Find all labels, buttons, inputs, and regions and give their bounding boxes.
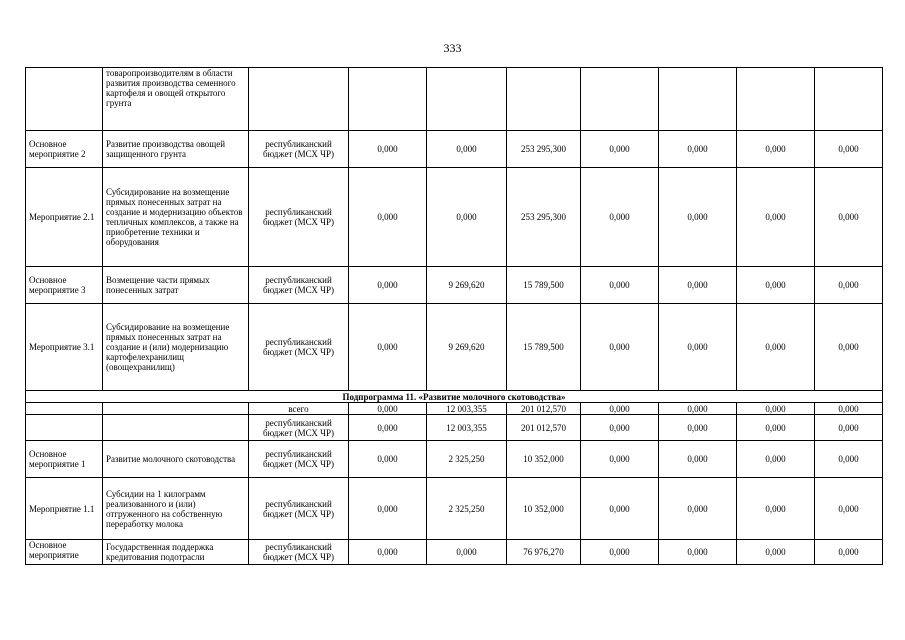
activity-title: Субсидирование на возмещение прямых понесенных затрат на создание и модернизацию объектов тепличных комплексов, а также на приобретение техники и оборудования xyxy=(103,168,249,267)
amount-cell: 0,000 xyxy=(349,441,427,478)
amount-cell: 0,000 xyxy=(581,478,659,540)
amount-cell: 0,000 xyxy=(737,131,815,168)
budget-table xyxy=(25,67,883,565)
amount-cell: 0,000 xyxy=(581,168,659,267)
funding-source: республиканский бюджет (МСХ ЧР) xyxy=(249,131,349,168)
table-row xyxy=(26,131,883,168)
amount-cell: 0,000 xyxy=(427,131,507,168)
funding-source: республиканский бюджет (МСХ ЧР) xyxy=(249,304,349,391)
amount-cell xyxy=(581,68,659,131)
amount-cell: 9 269,620 xyxy=(427,304,507,391)
activity-title: Развитие молочного скотоводства xyxy=(103,441,249,478)
amount-cell: 0,000 xyxy=(581,403,659,415)
amount-cell: 0,000 xyxy=(737,168,815,267)
activity-code: Основное мероприятие 3 xyxy=(26,267,103,304)
activity-title: Развитие производства овощей защищенного грунта xyxy=(103,131,249,168)
activity-title: Государственная поддержка кредитования подотрасли xyxy=(103,540,249,565)
amount-cell: 0,000 xyxy=(581,540,659,565)
activity-code xyxy=(26,403,103,415)
amount-cell: 0,000 xyxy=(581,415,659,441)
amount-cell: 201 012,570 xyxy=(507,403,581,415)
amount-cell xyxy=(507,68,581,131)
table-row xyxy=(26,168,883,267)
funding-source: республиканский бюджет (МСХ ЧР) xyxy=(249,267,349,304)
amount-cell: 0,000 xyxy=(581,267,659,304)
table-row xyxy=(26,403,883,415)
amount-cell xyxy=(815,68,883,131)
amount-cell: 0,000 xyxy=(581,131,659,168)
amount-cell: 0,000 xyxy=(581,304,659,391)
amount-cell: 0,000 xyxy=(349,131,427,168)
amount-cell: 0,000 xyxy=(737,478,815,540)
table-row xyxy=(26,441,883,478)
activity-code: Основное мероприятие xyxy=(26,540,103,565)
amount-cell: 0,000 xyxy=(349,403,427,415)
amount-cell: 15 789,500 xyxy=(507,267,581,304)
amount-cell xyxy=(427,68,507,131)
amount-cell: 0,000 xyxy=(349,168,427,267)
amount-cell: 0,000 xyxy=(659,131,737,168)
activity-code: Основное мероприятие 1 xyxy=(26,441,103,478)
amount-cell: 12 003,355 xyxy=(427,403,507,415)
funding-source xyxy=(249,68,349,131)
amount-cell xyxy=(659,68,737,131)
amount-cell: 0,000 xyxy=(737,267,815,304)
amount-cell: 0,000 xyxy=(659,441,737,478)
table-row xyxy=(26,267,883,304)
amount-cell xyxy=(349,68,427,131)
amount-cell: 0,000 xyxy=(815,131,883,168)
activity-code: Мероприятие 2.1 xyxy=(26,168,103,267)
table-row xyxy=(26,540,883,565)
amount-cell: 0,000 xyxy=(659,304,737,391)
activity-code xyxy=(26,415,103,441)
subprogram-heading: Подпрограмма 11. «Развитие молочного скотоводства» xyxy=(26,391,883,403)
amount-cell: 0,000 xyxy=(349,304,427,391)
amount-cell: 15 789,500 xyxy=(507,304,581,391)
amount-cell: 0,000 xyxy=(737,540,815,565)
amount-cell: 0,000 xyxy=(737,441,815,478)
amount-cell: 0,000 xyxy=(349,415,427,441)
activity-code: Мероприятие 1.1 xyxy=(26,478,103,540)
amount-cell: 0,000 xyxy=(349,540,427,565)
activity-code xyxy=(26,68,103,131)
amount-cell xyxy=(737,68,815,131)
funding-source: республиканский бюджет (МСХ ЧР) xyxy=(249,168,349,267)
amount-cell: 0,000 xyxy=(349,478,427,540)
amount-cell: 0,000 xyxy=(659,415,737,441)
amount-cell: 2 325,250 xyxy=(427,441,507,478)
amount-cell: 0,000 xyxy=(737,304,815,391)
amount-cell: 0,000 xyxy=(349,267,427,304)
amount-cell: 253 295,300 xyxy=(507,131,581,168)
section-row xyxy=(26,391,883,403)
amount-cell: 0,000 xyxy=(815,267,883,304)
amount-cell: 10 352,000 xyxy=(507,441,581,478)
amount-cell: 0,000 xyxy=(427,540,507,565)
activity-title: Субсидирование на возмещение прямых понесенных затрат на создание и (или) модернизацию картофелехранилищ (овощехранилищ) xyxy=(103,304,249,391)
amount-cell: 201 012,570 xyxy=(507,415,581,441)
amount-cell: 9 269,620 xyxy=(427,267,507,304)
amount-cell: 0,000 xyxy=(815,403,883,415)
activity-code: Мероприятие 3.1 xyxy=(26,304,103,391)
amount-cell: 12 003,355 xyxy=(427,415,507,441)
amount-cell: 76 976,270 xyxy=(507,540,581,565)
amount-cell: 0,000 xyxy=(659,267,737,304)
amount-cell: 0,000 xyxy=(815,304,883,391)
table-row xyxy=(26,478,883,540)
activity-code: Основное мероприятие 2 xyxy=(26,131,103,168)
activity-title: Субсидии на 1 килограмм реализованного и (или) отгруженного на собственную переработку молока xyxy=(103,478,249,540)
funding-source: республиканский бюджет (МСХ ЧР) xyxy=(249,478,349,540)
amount-cell: 10 352,000 xyxy=(507,478,581,540)
amount-cell: 0,000 xyxy=(581,441,659,478)
amount-cell: 0,000 xyxy=(659,403,737,415)
amount-cell: 0,000 xyxy=(737,403,815,415)
amount-cell: 0,000 xyxy=(659,540,737,565)
funding-source: всего xyxy=(249,403,349,415)
page-number: 333 xyxy=(443,41,462,55)
amount-cell: 0,000 xyxy=(815,415,883,441)
activity-title xyxy=(103,403,249,415)
amount-cell: 0,000 xyxy=(659,478,737,540)
amount-cell: 2 325,250 xyxy=(427,478,507,540)
amount-cell: 0,000 xyxy=(815,168,883,267)
amount-cell: 253 295,300 xyxy=(507,168,581,267)
amount-cell: 0,000 xyxy=(815,478,883,540)
activity-title: Возмещение части прямых понесенных затрат xyxy=(103,267,249,304)
table-row xyxy=(26,304,883,391)
amount-cell: 0,000 xyxy=(659,168,737,267)
table-row xyxy=(26,415,883,441)
funding-source: республиканский бюджет (МСХ ЧР) xyxy=(249,415,349,441)
amount-cell: 0,000 xyxy=(737,415,815,441)
activity-title: товаропроизводителям в области развития производства семенного картофеля и овощей открытого грунта xyxy=(103,68,249,131)
funding-source: республиканский бюджет (МСХ ЧР) xyxy=(249,540,349,565)
activity-title xyxy=(103,415,249,441)
funding-source: республиканский бюджет (МСХ ЧР) xyxy=(249,441,349,478)
amount-cell: 0,000 xyxy=(815,441,883,478)
table-row xyxy=(26,68,883,131)
amount-cell: 0,000 xyxy=(815,540,883,565)
amount-cell: 0,000 xyxy=(427,168,507,267)
